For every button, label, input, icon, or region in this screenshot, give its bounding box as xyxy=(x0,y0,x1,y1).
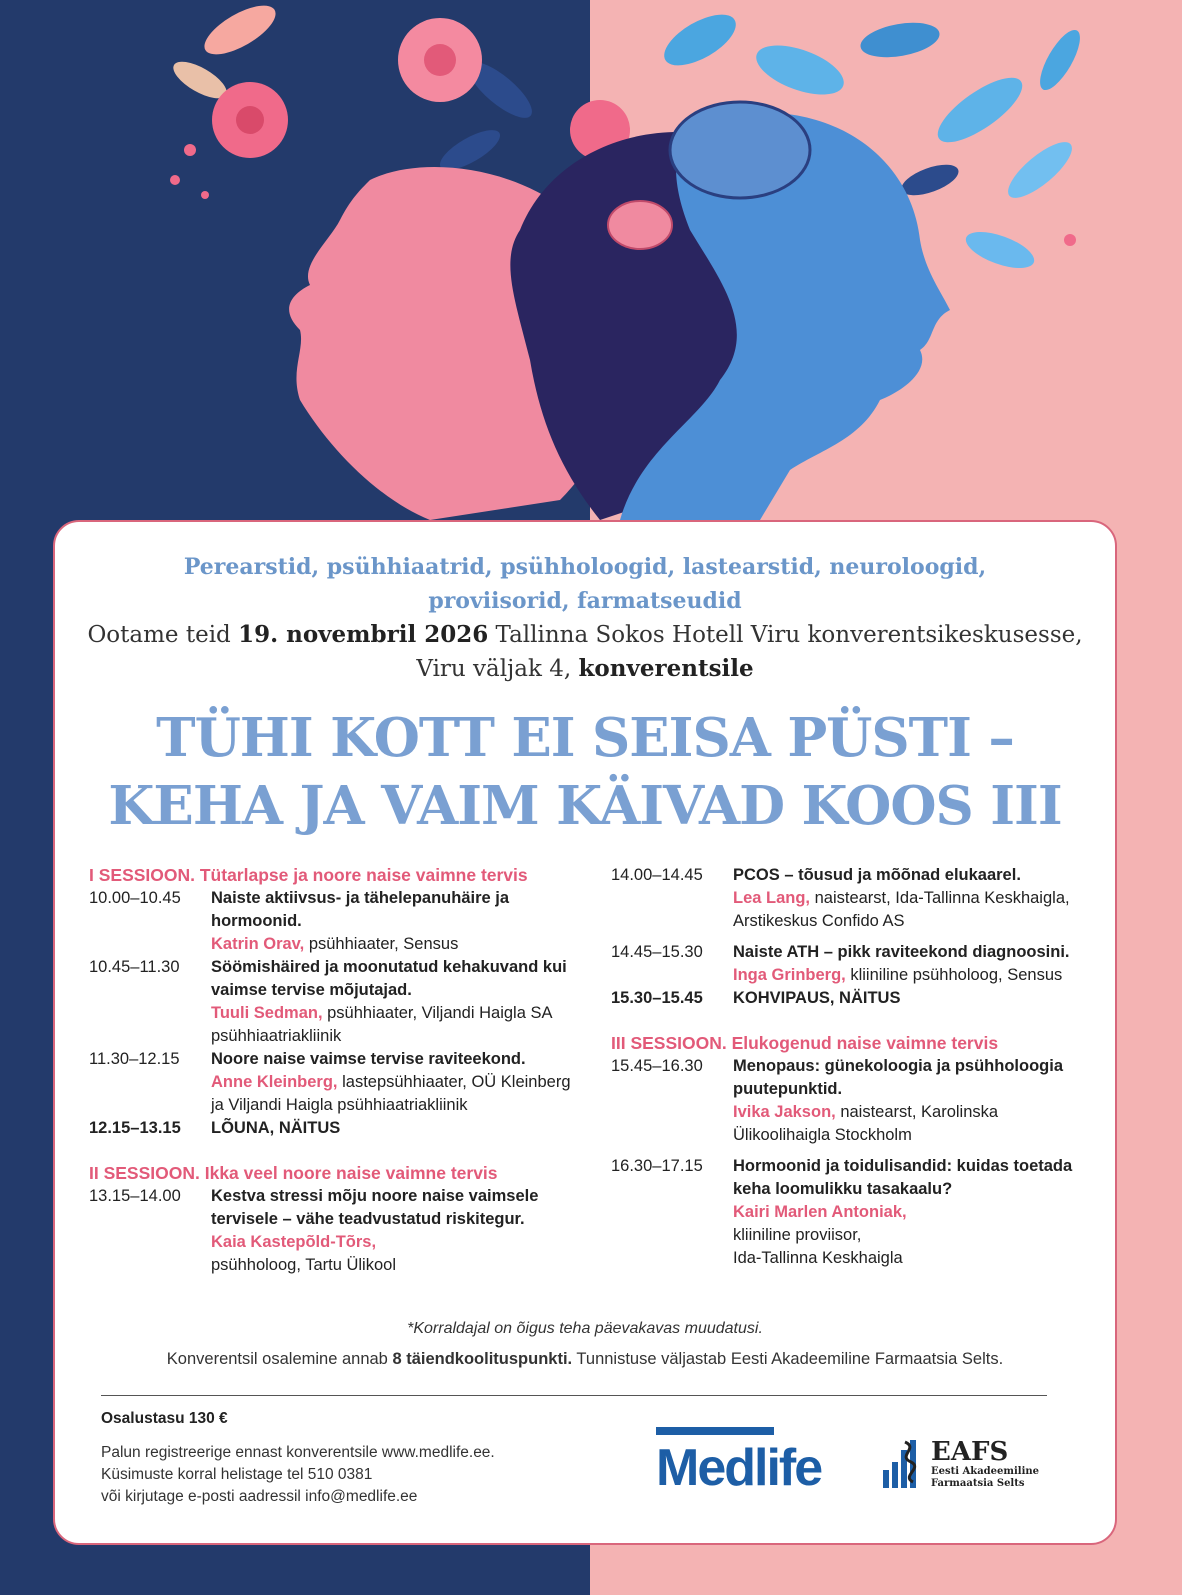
break-label: KOHVIPAUS, NÄITUS xyxy=(733,989,901,1007)
title-line-1: TÜHI KOTT EI SEISA PÜSTI – xyxy=(156,707,1014,769)
talk-time: 16.30–17.15 xyxy=(611,1157,703,1175)
speaker-name: Ivika Jakson, xyxy=(733,1103,836,1121)
eafs-name-line2: Farmaatsia Selts xyxy=(931,1478,1025,1489)
break-label: LÕUNA, NÄITUS xyxy=(211,1119,341,1137)
session-1-title: I SESSIOON. Tütarlapse ja noore naise vaimne tervis xyxy=(89,865,528,885)
program-row xyxy=(611,1155,1091,1270)
eafs-name-line1: Eesti Akadeemiline xyxy=(931,1466,1040,1477)
eafs-logo xyxy=(883,1432,1073,1490)
talk-time: 14.00–14.45 xyxy=(611,866,703,884)
audience-list xyxy=(55,550,1115,618)
speaker-name: Inga Grinberg, xyxy=(733,966,846,984)
program-row xyxy=(89,1048,579,1117)
info-card xyxy=(53,520,1117,1545)
talk-title: Kestva stressi mõju noore naise vaimsele tervisele – vähe teadvustatud riskitegur. xyxy=(211,1187,539,1228)
disclaimer-note: *Korraldajal on õigus teha päevakavas muudatusi. xyxy=(407,1320,763,1337)
speaker-name: Anne Kleinberg, xyxy=(211,1073,338,1091)
program-row xyxy=(89,887,579,956)
speaker-name: Katrin Orav, xyxy=(211,935,305,953)
invite-address: Viru väljak 4, xyxy=(416,656,579,682)
program-row xyxy=(89,956,579,1048)
speaker-role: psühholoog, Tartu Ülikool xyxy=(211,1256,396,1274)
program-row xyxy=(611,941,1091,987)
speaker-role: naistearst, Ida-Tallinna Keskhaigla, Arstikeskus Confido AS xyxy=(733,889,1070,930)
eafs-abbr: EAFS xyxy=(931,1437,1009,1467)
divider xyxy=(101,1395,1047,1396)
conference-title xyxy=(55,704,1115,840)
talk-title: Hormoonid ja toidulisandid: kuidas toetada keha loomulikku tasakaalu? xyxy=(733,1157,1073,1198)
break-time: 12.15–13.15 xyxy=(89,1119,181,1137)
medlife-logo xyxy=(656,1427,852,1489)
invite-date: 19. novembril 2026 xyxy=(238,621,489,648)
speaker-role: kliiniline proviisor, xyxy=(733,1226,862,1244)
talk-title: Söömishäired ja moonutatud kehakuvand kui vaimse tervise mõjutajad. xyxy=(211,958,567,999)
brain-large xyxy=(670,102,810,198)
eafs-emblem-icon xyxy=(883,1440,916,1488)
talk-title: PCOS – tõusud ja mõõnad elukaarel. xyxy=(733,866,1021,884)
talk-title: Naiste aktiivsus- ja tähelepanuhäire ja hormoonid. xyxy=(211,889,510,930)
speaker-role: psühhiaater, Sensus xyxy=(304,935,459,953)
registration-line: Palun registreerige ennast konverentsile www.medlife.ee. xyxy=(101,1444,495,1461)
speaker-name: Kaia Kastepõld-Tõrs, xyxy=(211,1233,377,1251)
invite-venue: Tallinna Sokos Hotell Viru konverentsikeskusesse, xyxy=(488,622,1083,648)
talk-time: 14.45–15.30 xyxy=(611,943,703,961)
talk-time: 11.30–12.15 xyxy=(89,1050,180,1068)
medlife-logo-text: Medlife xyxy=(656,1439,822,1489)
session-3-title: III SESSIOON. Elukogenud naise vaimne tervis xyxy=(611,1033,999,1053)
email-line: või kirjutage e-posti aadressil info@medlife.ee xyxy=(101,1488,418,1505)
brain-small xyxy=(608,201,672,249)
talk-title: Naiste ATH – pikk raviteekond diagnoosini. xyxy=(733,943,1070,961)
speaker-role: naistearst, Karolinska Ülikoolihaigla Stockholm xyxy=(733,1103,999,1144)
hero-illustration xyxy=(0,0,1182,530)
speaker-name: Lea Lang, xyxy=(733,889,811,907)
program-row xyxy=(89,1185,579,1277)
speaker-role: kliiniline psühholoog, Sensus xyxy=(845,966,1063,984)
speaker-name: Kairi Marlen Antoniak, xyxy=(733,1203,907,1221)
talk-title: Menopaus: günekoloogia ja psühholoogia puutepunktid. xyxy=(733,1057,1063,1098)
registration-info xyxy=(101,1442,495,1508)
audience-line-1: Perearstid, psühhiaatrid, psühholoogid, lastearstid, neuroloogid, xyxy=(183,554,987,580)
title-line-2: KEHA JA VAIM KÄIVAD KOOS III xyxy=(108,775,1062,837)
session-2-title: II SESSIOON. Ikka veel noore naise vaimne tervis xyxy=(89,1163,498,1183)
program-row xyxy=(611,1055,1091,1147)
phone-line: Küsimuste korral helistage tel 510 0381 xyxy=(101,1466,373,1483)
talk-time: 15.45–16.30 xyxy=(611,1057,703,1075)
speaker-role: psühhiaater, Viljandi Haigla SA psühhiaatriakliinik xyxy=(211,1004,552,1045)
program-column-left xyxy=(89,864,579,1277)
audience-line-2: proviisorid, farmatseudid xyxy=(428,588,742,614)
talk-time: 10.00–10.45 xyxy=(89,889,181,907)
program-row xyxy=(611,864,1091,933)
credits-line xyxy=(55,1350,1115,1369)
break-row xyxy=(89,1117,579,1140)
talk-time: 13.15–14.00 xyxy=(89,1187,181,1205)
break-row xyxy=(611,987,1091,1010)
invite-pre: Ootame teid xyxy=(87,622,239,648)
program-column-right xyxy=(611,864,1091,1270)
invite-event: konverentsile xyxy=(578,655,754,682)
speaker-role: lastepsühhiaater, OÜ Kleinberg ja Viljandi Haigla psühhiaatriakliinik xyxy=(211,1073,571,1114)
credits-points: 8 täiendkoolituspunkti. xyxy=(392,1350,573,1368)
talk-title: Noore naise vaimse tervise raviteekond. xyxy=(211,1050,526,1068)
speaker-affiliation: Ida-Tallinna Keskhaigla xyxy=(733,1249,903,1267)
break-time: 15.30–15.45 xyxy=(611,989,703,1007)
talk-time: 10.45–11.30 xyxy=(89,958,180,976)
speaker-name: Tuuli Sedman, xyxy=(211,1004,323,1022)
participation-fee: Osalustasu 130 € xyxy=(101,1410,228,1427)
invitation xyxy=(55,618,1115,686)
credits-pre: Konverentsil osalemine annab xyxy=(166,1350,393,1368)
credits-post: Tunnistuse väljastab Eesti Akadeemiline Farmaatsia Selts. xyxy=(572,1350,1004,1368)
